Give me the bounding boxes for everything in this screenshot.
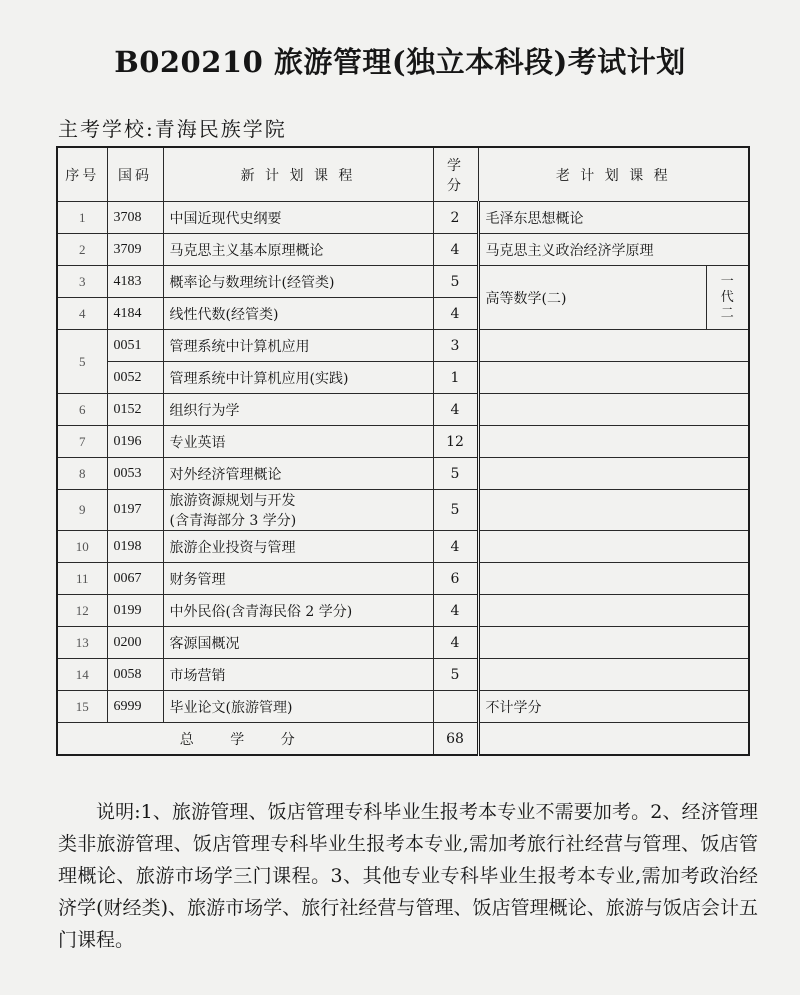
table-row bbox=[57, 362, 749, 394]
row-credit: 1 bbox=[433, 362, 478, 394]
exam-plan-table bbox=[56, 146, 750, 756]
table-row bbox=[57, 426, 749, 458]
row-code: 0051 bbox=[107, 330, 163, 362]
row-course-line2: (含青海部分 3 学分) bbox=[169, 513, 297, 529]
row-credit: 5 bbox=[433, 458, 478, 490]
row-code: 0198 bbox=[107, 531, 163, 563]
row-old-course bbox=[478, 627, 749, 659]
total-row bbox=[57, 723, 749, 756]
row-course: 财务管理 bbox=[163, 563, 433, 595]
row-credit: 2 bbox=[433, 202, 478, 234]
note-paragraph: 说明:1、旅游管理、饭店管理专科毕业生报考本专业不需要加考。2、经济管理类非旅游管理、饭店管理专科毕业生报考本专业,需加考旅行社经营与管理、饭店管理概论、旅游市场学三门课程。3、其他专业专科毕业生报考本专业,需加考政治经济学(财经类)、旅游市场学、旅行社经营与管理、饭店管理概论、旅游与饭店会计五门课程。 bbox=[58, 801, 758, 951]
row-course: 管理系统中计算机应用(实践) bbox=[163, 362, 433, 394]
table-row bbox=[57, 458, 749, 490]
row-code: 0196 bbox=[107, 426, 163, 458]
row-course: 组织行为学 bbox=[163, 394, 433, 426]
row-credit: 5 bbox=[433, 659, 478, 691]
row-code: 6999 bbox=[107, 691, 163, 723]
table-row bbox=[57, 394, 749, 426]
table-row bbox=[57, 563, 749, 595]
row-code: 0058 bbox=[107, 659, 163, 691]
row-course: 旅游企业投资与管理 bbox=[163, 531, 433, 563]
row-old-course bbox=[478, 330, 749, 362]
row-credit: 12 bbox=[433, 426, 478, 458]
row-course: 中外民俗(含青海民俗 2 学分) bbox=[163, 595, 433, 627]
total-label: 总 学 分 bbox=[57, 723, 433, 756]
row-old-course: 毛泽东思想概论 bbox=[478, 202, 749, 234]
total-old-course bbox=[478, 723, 749, 756]
row-no: 4 bbox=[57, 298, 107, 330]
row-old-course: 不计学分 bbox=[478, 691, 749, 723]
row-credit bbox=[433, 691, 478, 723]
row-course: 马克思主义基本原理概论 bbox=[163, 234, 433, 266]
explanation-note bbox=[58, 796, 758, 956]
table-row bbox=[57, 490, 749, 531]
row-course: 对外经济管理概论 bbox=[163, 458, 433, 490]
row-code: 4183 bbox=[107, 266, 163, 298]
row-no: 13 bbox=[57, 627, 107, 659]
row-code: 0200 bbox=[107, 627, 163, 659]
row-course bbox=[163, 490, 433, 531]
row-course: 市场营销 bbox=[163, 659, 433, 691]
row-code: 3708 bbox=[107, 202, 163, 234]
header-code: 国码 bbox=[107, 147, 163, 202]
row-no: 1 bbox=[57, 202, 107, 234]
table-row bbox=[57, 531, 749, 563]
row-old-course bbox=[478, 362, 749, 394]
row-credit: 5 bbox=[433, 490, 478, 531]
row-old-course: 高等数学(二) bbox=[478, 266, 706, 330]
row-no: 3 bbox=[57, 266, 107, 298]
table-row bbox=[57, 202, 749, 234]
total-credit: 68 bbox=[433, 723, 478, 756]
row-no: 5 bbox=[57, 330, 107, 394]
row-old-course bbox=[478, 394, 749, 426]
row-course-line1: 旅游资源规划与开发 bbox=[169, 493, 296, 509]
row-old-course bbox=[478, 458, 749, 490]
row-no: 7 bbox=[57, 426, 107, 458]
row-no: 12 bbox=[57, 595, 107, 627]
row-no: 2 bbox=[57, 234, 107, 266]
row-code: 0052 bbox=[107, 362, 163, 394]
table-row bbox=[57, 595, 749, 627]
row-old-course bbox=[478, 490, 749, 531]
row-old-course: 马克思主义政治经济学原理 bbox=[478, 234, 749, 266]
row-credit: 4 bbox=[433, 298, 478, 330]
table-row bbox=[57, 234, 749, 266]
row-credit: 5 bbox=[433, 266, 478, 298]
row-course: 专业英语 bbox=[163, 426, 433, 458]
table-row bbox=[57, 330, 749, 362]
row-credit: 6 bbox=[433, 563, 478, 595]
row-old-course bbox=[478, 563, 749, 595]
row-code: 3709 bbox=[107, 234, 163, 266]
row-code: 0199 bbox=[107, 595, 163, 627]
row-code: 4184 bbox=[107, 298, 163, 330]
table-row bbox=[57, 266, 749, 298]
row-no: 11 bbox=[57, 563, 107, 595]
row-course: 毕业论文(旅游管理) bbox=[163, 691, 433, 723]
table-row bbox=[57, 659, 749, 691]
row-course: 管理系统中计算机应用 bbox=[163, 330, 433, 362]
table-header-row bbox=[57, 147, 749, 202]
row-no: 10 bbox=[57, 531, 107, 563]
row-credit: 3 bbox=[433, 330, 478, 362]
row-code: 0152 bbox=[107, 394, 163, 426]
table-row bbox=[57, 627, 749, 659]
header-credit: 学分 bbox=[433, 147, 478, 202]
row-credit: 4 bbox=[433, 531, 478, 563]
header-new-course: 新 计 划 课 程 bbox=[163, 147, 433, 202]
header-no: 序号 bbox=[57, 147, 107, 202]
row-old-course bbox=[478, 531, 749, 563]
row-credit: 4 bbox=[433, 627, 478, 659]
row-course: 概率论与数理统计(经管类) bbox=[163, 266, 433, 298]
table-row bbox=[57, 691, 749, 723]
row-no: 15 bbox=[57, 691, 107, 723]
row-course: 客源国概况 bbox=[163, 627, 433, 659]
row-code: 0067 bbox=[107, 563, 163, 595]
row-course: 中国近现代史纲要 bbox=[163, 202, 433, 234]
header-old-course: 老 计 划 课 程 bbox=[478, 147, 749, 202]
row-old-course bbox=[478, 659, 749, 691]
row-old-course bbox=[478, 426, 749, 458]
examining-school: 主考学校:青海民族学院 bbox=[58, 117, 287, 141]
row-code: 0197 bbox=[107, 490, 163, 531]
row-old-course bbox=[478, 595, 749, 627]
page-title: B020210 旅游管理(独立本科段)考试计划 bbox=[114, 45, 686, 79]
row-no: 14 bbox=[57, 659, 107, 691]
row-course: 线性代数(经管类) bbox=[163, 298, 433, 330]
row-no: 9 bbox=[57, 490, 107, 531]
row-credit: 4 bbox=[433, 595, 478, 627]
row-credit: 4 bbox=[433, 234, 478, 266]
row-no: 8 bbox=[57, 458, 107, 490]
replace-note: 一代二 bbox=[706, 266, 749, 330]
row-code: 0053 bbox=[107, 458, 163, 490]
row-credit: 4 bbox=[433, 394, 478, 426]
row-no: 6 bbox=[57, 394, 107, 426]
